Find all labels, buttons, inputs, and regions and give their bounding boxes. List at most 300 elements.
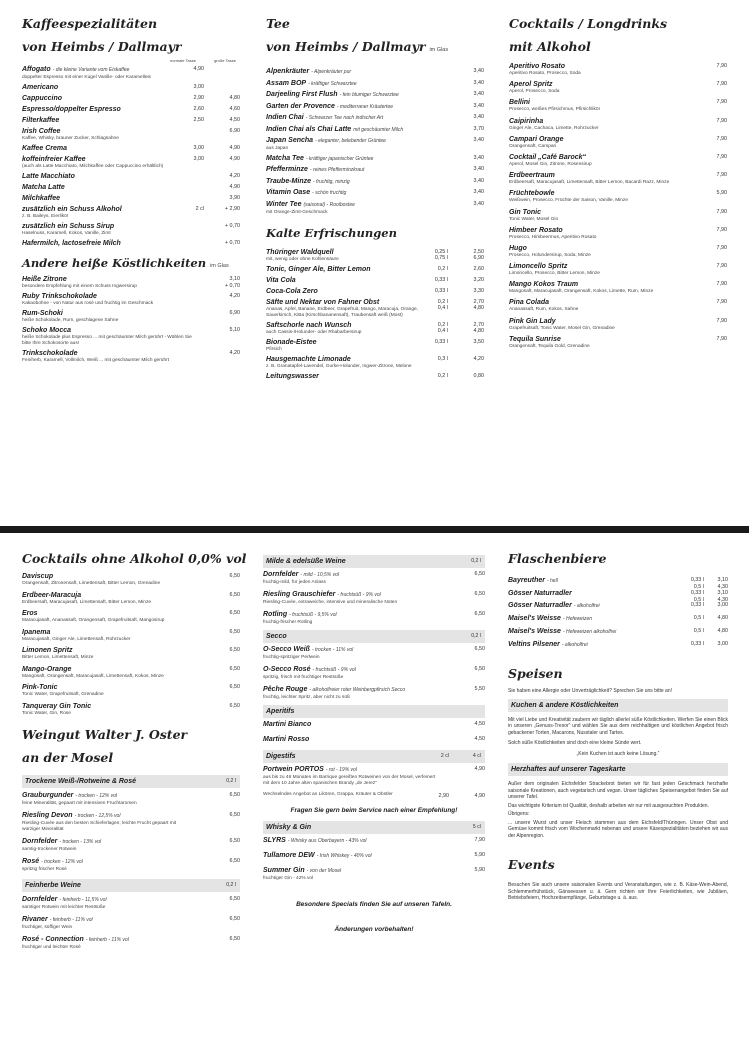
item-description: Tonic Water, Grapefruitsaft, Grenadine [22,692,104,697]
item-name: Americano [22,84,59,91]
item-description: fruchtig-mild, für jeden Anlass [263,580,326,585]
item-price: 5,90 [716,190,727,197]
item-name: Winter Tee [266,200,302,208]
menu-item [22,94,240,103]
item-name-line [509,62,683,71]
item-name-line [509,280,683,289]
item-price: 7,90 [716,335,727,342]
item-name: Pina Colada [509,299,550,307]
item-name-line [263,720,441,729]
item-name-line [22,205,196,214]
item-price: 7,90 [716,153,727,160]
item-name-line [22,326,196,335]
menu-item [509,80,727,95]
item-description: z. B. Baileys, Eierlikör [22,214,69,219]
item-size: 0,2 l [437,372,448,379]
item-price: 6,50 [229,857,240,864]
item-description: Aperitivo Rosato, Prosecco, Soda [509,71,581,76]
item-name: Vita Cola [266,276,296,284]
item-name: Dornfelder [22,837,58,845]
menu-item [22,702,240,717]
menu-item [266,177,484,187]
cold-drinks-heading: Kalte Erfrischungen [266,225,397,240]
item-price: 4,80 [717,628,728,634]
item-description: aus Japan [266,146,289,151]
item-price: 2,70 4,80 [473,321,484,334]
item-price: 7,90 [716,244,727,251]
menu-item [266,90,484,100]
item-name: Rivaner [22,915,48,923]
item-price: 4,20 [229,293,240,299]
item-price: 4,90 [229,156,240,162]
item-description: heiße Schokolade, Rum, geschlagene Sahne [22,318,119,323]
item-subtitle: - von der Mosel [306,868,342,874]
dry-wines-list [22,791,240,873]
item-description: (auch als Latte Macchiato, Milchkaffee oder Cappuccino erhältlich) [22,164,164,169]
item-description: Wechselndes Angebot an Likören, Grappa, Kräuter & Obstler [263,792,393,797]
item-size: 0,33 l [690,641,704,647]
item-name: Matcha Latte [22,184,65,191]
item-name-line [509,135,683,144]
hearty-bar [508,763,728,776]
item-name-line [22,65,196,75]
item-name: Affogato [22,66,51,73]
item-price: 3,10 4,30 [717,590,728,603]
item-name: Irish Coffee [22,128,61,135]
item-size: 0,2 l [437,265,448,272]
tea-column [266,12,484,383]
item-subtitle: - trocken - 12% vol [41,858,83,865]
item-subtitle: - Irish Whiskey - 40% vol [316,853,372,859]
item-description: Bitter Lemon, Limettensaft, Minze [22,655,94,660]
item-name-line [22,665,196,674]
menu-item [266,200,484,216]
item-size: 0,33 l 0,5 l [690,577,704,590]
item-name: Grauburgunder [22,791,74,799]
item-name-line [22,915,196,925]
item-name-line [266,67,440,77]
item-name-line [22,837,196,847]
item-description: Maracujasaft, Ginger Ale, Limettensaft, Rohrzucker [22,636,131,642]
item-description: fruchtig-frischer Rotling [263,620,313,625]
menu-item [22,155,240,170]
item-name-line [508,589,684,598]
item-name-line [263,570,441,580]
item-subtitle: - fruchtsüß - 9,5% vol [289,612,337,618]
menu-item [22,205,240,220]
item-name: Hausgemachte Limonade [266,355,351,363]
item-subtitle: - Alpenkräuter pur [311,69,352,75]
menu-item [22,183,240,192]
item-subtitle: - die kleine Variante vom Eiskaffee [52,67,130,73]
item-description: Orangensaft, Zitronensaft, Limettensaft, Bitter Lemon, Grenadine [22,581,161,586]
item-price: 6,50 [229,837,240,844]
whisky-gin-bar [263,821,485,834]
item-name: Aperol Spritz [509,81,553,89]
item-description: heiße Schokolade plus Espresso ... mit geschäumter Milch gerührt - Wählen Sie bitte Ihre Schokosorte aus! [22,335,192,346]
menu-item [266,102,484,112]
item-price: 4,80 [717,615,728,621]
item-description: auch Cassis-/Holunder- oder Rhabarbersirup [266,329,362,335]
menu-item [22,895,240,911]
item-name: Gin Tonic [509,208,542,216]
item-subtitle: - mild - 10,5% vol [300,572,340,578]
menu-item [263,645,485,661]
item-name-line [22,857,196,867]
item-price: 3,00 [717,602,728,608]
non-alcoholic-list [22,572,240,717]
item-description: doppelter Espresso mit einer Kugel Vanille- oder Karamelleis [22,75,151,80]
menu-item [22,591,240,606]
item-price: 7,90 [716,117,727,124]
item-description: Tonic Water, Gin, Rose [22,710,71,716]
item-price: 6,50 [229,915,240,922]
item-price: 3,90 [229,195,240,201]
item-price: 2,70 4,80 [473,298,484,311]
item-name-line [263,610,441,620]
hearty-text: Außer dem originalen Eichsfelder Strackebrot bieten wir für fast jeden Geschmack herzhafte saisonale Kreationen, auch vegetarisch und vegan. Unser tägliches Speisenangebot finden Sie auf unserer Tafel. [508,781,728,800]
item-description: Pfirsich [266,346,282,352]
item-subtitle: - trocken - 11% vol [311,647,354,653]
mild-wines-list [263,570,485,626]
item-name: Hugo [509,244,527,252]
item-price: 7,90 [716,299,727,306]
item-price: 6,50 [229,935,240,942]
item-price: 2,60 [473,265,484,272]
item-subtitle: (saisonal) - Rooibostee [303,201,355,208]
item-name-line [509,80,683,89]
item-size: 0,33 l 0,5 l [690,590,704,603]
cake-label: Kuchen & andere Köstlichkeiten [511,701,619,709]
item-name-line [22,155,196,164]
item-subtitle: - fruchtsüß - 9% vol [312,667,356,673]
item-description: fruchtig-spritziger Perlwein [263,655,320,660]
secco-bar [263,630,485,643]
item-price: 6,50 [229,591,240,598]
item-price: 4,80 [229,95,240,101]
hearty-label-note: Übrigens: [508,811,530,817]
item-name-line [508,627,684,637]
item-price: 3,40 [473,200,484,207]
menu-item [22,222,240,237]
menu-item [22,116,240,125]
item-name-line [266,287,440,296]
item-name-line [22,591,196,600]
item-name-line [266,125,440,135]
tea-heading-line1: Tee [266,16,290,31]
item-name: Ipanema [22,628,51,636]
item-price: + 0,70 [224,240,240,246]
item-name: Maisel's Weisse [508,628,561,635]
item-name-line [266,154,440,164]
whisky-gin-list [263,836,485,882]
item-name: Bellini [509,99,531,107]
item-name-line [22,895,196,905]
menu-item [508,627,728,637]
item-name: Früchtebowle [509,190,555,198]
item-subtitle: - alkoholfrei [561,642,588,648]
menu-item [509,317,727,332]
item-price: 7,90 [716,226,727,233]
item-name-line [22,275,196,284]
menu-item [22,811,240,833]
menu-item [22,239,240,248]
item-name: Alpenkräuter [266,68,310,75]
menu-item [22,628,240,643]
item-price: 6,50 [229,665,240,672]
menu-item [263,735,485,744]
item-description: Prosecco, Himbeermus, Aperitivo Rosato [509,234,597,240]
tea-heading-line2-text: von Heimbs / Dallmayr [266,39,426,54]
item-name-line [509,262,683,271]
menu-item [22,144,240,153]
item-name-line [266,188,440,198]
allergy-note: Sie haben eine Allergie oder Unverträglichkeit? Sprechen Sie uns bitte an! [508,688,672,694]
item-size: 2,90 [438,793,449,799]
item-name: Tanqueray Gin Tonic [22,702,92,710]
item-name: Erdbeer-Maracuja [22,591,82,599]
semi-dry-wines-list [22,895,240,951]
non-alcoholic-heading: Cocktails ohne Alkohol 0,0% vol [22,551,247,566]
item-price: 6,50 [229,684,240,690]
whisky-gin-volume: 5 cl [472,824,481,830]
item-name-line [266,113,440,123]
menu-item [263,685,485,701]
item-description: mit, wenig oder ohne Kohlensäure [266,256,339,262]
item-name: Milchkaffee [22,195,60,202]
item-size: 0,33 l [690,602,704,608]
beer-food-column [508,547,728,902]
item-subtitle: - mediterraner Kräutertee [336,103,394,110]
item-name-line [266,102,440,112]
item-name: Japan Sencha [266,137,314,144]
item-price: 3,40 [473,68,484,74]
item-subtitle: - alkoholfreier roter Weinbergpfirsich Secco [309,687,406,693]
item-price: 6,50 [229,791,240,798]
dry-wines-label: Trockene Weiß-/Rotweine & Rosé [25,777,136,785]
menu-item [22,349,240,364]
item-name-line [263,685,441,695]
hearty-label: Herzhaftes auf unserer Tageskarte [511,766,626,773]
menu-item [508,640,728,650]
item-name-line [509,244,683,253]
other-hot-list [22,275,240,364]
menu-item [509,62,727,77]
cake-text-2: Solch süße Köstlichkeiten sind doch eine kleine Sünde wert. [508,740,642,746]
item-name-line [266,90,440,100]
item-size: 0,2 l 0,4 l [437,321,448,334]
item-name-line [266,136,440,146]
item-name: Cappuccino [22,95,63,102]
item-name-line [22,683,196,692]
item-name: Himbeer Rosato [509,226,563,234]
coffee-column [22,12,240,366]
item-name: Filterkaffee [22,117,60,124]
item-name: Bionade-Eistee [266,338,317,346]
menu-item [266,113,484,123]
item-name-line [266,200,440,210]
cocktails-heading-line2: mit Alkohol [509,39,591,54]
item-price: 4,20 [229,350,240,356]
digestifs-volume-large: 4 cl [472,753,481,759]
item-subtitle: - fruchtig, minzig [313,178,350,185]
item-name: Gösser Naturradler [508,590,572,597]
coffee-heading-line1: Kaffeespezialitäten [22,16,158,31]
item-subtitle: - kräftiger japanischer Grüntee [305,155,374,162]
item-name: Rum-Schoki [22,310,63,317]
digestifs-list [263,765,485,798]
item-name: Tonic, Ginger Ale, Bitter Lemon [266,265,371,273]
item-name-line [22,127,196,136]
item-name: Dornfelder [263,571,299,578]
item-size: 2,60 [193,106,204,112]
item-name: Espresso/doppelter Espresso [22,106,121,113]
menu-item [509,262,727,277]
item-description: Ginger Ale, Cachaca, Limette, Rohrzucker [509,125,599,131]
winery-heading-line1: Weingut Walter J. Oster [22,726,188,742]
menu-item [263,720,485,729]
menu-item [22,915,240,931]
cold-drinks-list [266,248,484,381]
item-price: 7,90 [716,99,727,106]
item-price: 3,70 [473,125,484,132]
item-name-line [266,276,440,285]
menu-item [266,154,484,164]
menu-item [266,338,484,353]
item-name: Saftschorle nach Wunsch [266,321,352,329]
item-price: 4,90 [229,184,240,190]
item-price: 3,40 [473,114,484,120]
item-price: 6,50 [229,811,240,818]
item-price: 6,50 [474,666,485,672]
item-subtitle: - kräftiger Schwarztee [308,80,357,87]
item-subtitle: - schön fruchtig [312,190,347,196]
item-subtitle: - trocken - 12% vol [75,792,118,799]
menu-item [22,326,240,347]
item-price: 7,90 [716,63,727,69]
item-description: mit Orange-Zimt-Geschmack [266,209,328,215]
item-name-line [509,117,683,126]
tea-heading-note: im Glas [429,47,449,53]
item-size: 0,2 l 0,4 l [437,298,448,311]
item-name: Mango-Orange [22,665,72,673]
menu-item [508,589,728,603]
menu-item [263,836,485,846]
item-name: Latte Macchiato [22,173,75,180]
item-price: 4,90 [229,145,240,151]
tea-list [266,67,484,216]
menu-item [266,265,484,274]
item-price: 7,90 [716,135,727,142]
item-description: Grapefruitsaft, Tonic Water, Mosel Gin, Grenadine [509,325,615,331]
item-name: Daviscup [22,573,54,580]
item-subtitle: - rot - 19% vol [325,767,357,773]
item-name: Limonen Spritz [22,647,73,654]
menu-item [266,248,484,263]
item-price: 4,50 [474,736,485,742]
item-price: 5,90 [474,867,485,873]
item-description: fruchtig, leichter Spritz, aber nicht zu süß [263,695,350,700]
item-price: 3,40 [473,189,484,195]
recommendation-note: Fragen Sie gern beim Service nach einer Empfehlung! [290,807,458,814]
item-name-line [22,309,196,318]
item-price: 3,10 4,30 [717,577,728,590]
coffee-list [22,65,240,248]
item-description: feine Mineralität, gepaart mit intensiven Fruchtaromen [22,800,137,806]
item-description: samtig-trockener Rotwein [22,846,77,852]
menu-item [508,601,728,611]
item-description: Limoncello, Prosecco, Bitter Lemon, Minze [509,271,600,277]
item-subtitle: - feinherb - 11% vol [49,916,93,923]
item-price: 4,50 [229,117,240,123]
item-subtitle: - trocken - 12,5% vol [74,812,121,819]
specials-note: Besondere Specials finden Sie auf unseren Tafeln. [296,901,452,908]
menu-item [263,570,485,586]
menu-item [22,837,240,853]
item-price: 6,50 [229,895,240,902]
item-price: 7,90 [716,263,727,270]
item-description: Ananas, Apfel, Banane, Erdbeer, Grapefruit, Mango, Maracuja, Orange, Sauerkirsch, KiBa (Kirschbananensaft), Traubensaft weiß (Most) [266,306,418,318]
item-description: Kakaobohne - von Natur aus rosé und fruchtig im Geschmack [22,301,154,306]
item-size: 0,5 l [693,615,704,621]
wine-column [263,555,485,934]
item-name: Erdbeertraum [509,172,555,180]
menu-item [266,321,484,336]
secco-list [263,645,485,701]
menu-item [509,335,727,350]
item-name: Hafermilch, lactosefreie Milch [22,240,121,247]
item-size: 3,00 [193,145,204,151]
item-name: Pêche Rouge [263,686,308,693]
item-name-line [266,321,440,330]
item-name-line [509,153,683,162]
item-price: 3,40 [473,154,484,161]
aperitifs-list [263,720,485,744]
item-name: Rosé [22,857,40,865]
item-price: 3,50 [473,338,484,345]
menu-item [509,280,727,295]
item-name-line [266,165,440,175]
item-subtitle: - fruchtsüß - 9% vol [337,592,381,598]
item-name-line [22,94,196,103]
item-description: z. B. Granatapfel-Lavendel, Gurke-Holunder, Ingwer-Zitrone, Melone [266,363,412,369]
menu-item [22,791,240,807]
item-name-line [22,811,196,821]
item-price: 3,30 [473,287,484,294]
item-description: Erdbeersaft, Maracujasaft, Limettensaft, Bitter Lemon, Minze [22,599,152,605]
cake-text: Mit viel Liebe und Kreativität zaubern wir täglich allerlei süße Köstlichkeiten. Werfen Sie einen Blick in unseren „Genuss-Tresor“ und wählen Sie aus dem reichhaltigen und köstlichen Angebot frisch gebackener Torten, Macarons, Nusstaler und Tartes. [508,716,728,736]
menu-item [263,851,485,861]
item-description: fruchtiger und leichter Rosé [22,944,81,950]
menu-item [266,188,484,198]
item-name: Campari Orange [509,135,564,143]
dry-wines-volume: 0,2 l [226,777,236,784]
digestifs-bar [263,750,485,763]
hearty-text-3: ... unsere Wurst und unser Fleisch stammen aus dem Eichsfeld/Thüringen. Unser Obst und Gemüse kommt frisch vom Wochenmarkt nebenan und unsere Käsespezialitäten beziehen wir aus der Alpenregion. [508,819,728,839]
item-name-line [266,265,440,274]
menu-item [509,135,727,150]
item-subtitle: - Schwarzer Tee nach indischer Art [305,115,384,121]
item-description: Feinherb, Karamell, Vollmilch, Weiß ... mit geschäumter Milch gerührt [22,358,170,363]
item-description: Orangensaft, Campari [509,143,557,149]
page-divider [0,526,749,533]
size-header-large: große Tasse [214,58,236,63]
menu-item [22,857,240,873]
item-subtitle: - eleganter, belebender Grüntee [315,138,386,144]
item-price: 7,90 [716,317,727,324]
item-size: 2,50 [193,117,204,123]
cake-quote: „Kein Kuchen ist auch keine Lösung.“ [576,750,660,757]
